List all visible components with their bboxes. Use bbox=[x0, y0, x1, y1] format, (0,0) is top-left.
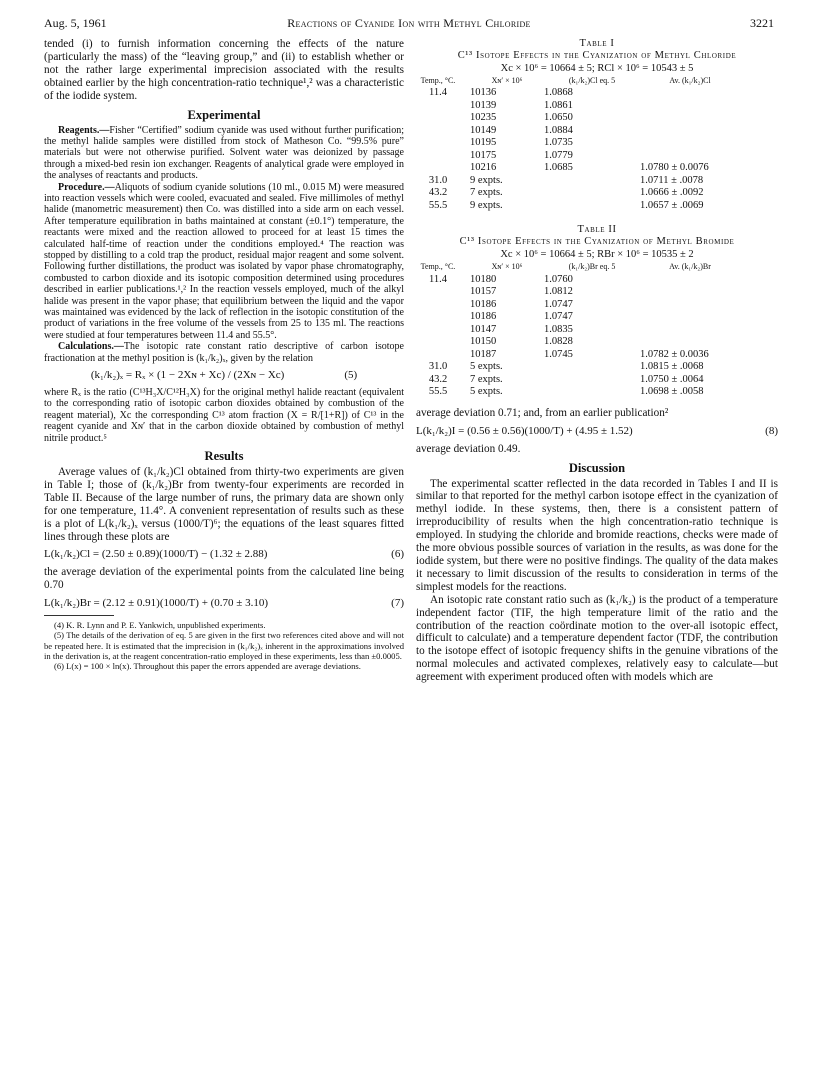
table-cell bbox=[416, 311, 460, 324]
reagents-paragraph bbox=[44, 125, 404, 182]
table-cell: 10139 bbox=[470, 99, 497, 111]
right-column bbox=[416, 38, 778, 684]
equation-7 bbox=[44, 597, 404, 610]
table-cell bbox=[416, 137, 460, 150]
table-cell bbox=[544, 374, 640, 387]
table-row bbox=[416, 336, 740, 349]
table-cell bbox=[416, 336, 460, 349]
table-2-constants: Xc × 10⁶ = 10664 ± 5; RBr × 10⁶ = 10535 ± 2 bbox=[500, 249, 694, 261]
table-cell: 1.0868 bbox=[544, 87, 573, 99]
table-row bbox=[416, 87, 740, 100]
table-header-row bbox=[416, 77, 740, 88]
table-cell: 1.0861 bbox=[544, 99, 573, 111]
table-cell bbox=[640, 324, 740, 337]
table-cell bbox=[544, 187, 640, 200]
avg-deviation-3-paragraph: average deviation 0.49. bbox=[416, 442, 521, 455]
table-cell: 10150 bbox=[470, 336, 497, 348]
procedure-lead: Procedure.— bbox=[58, 181, 115, 193]
where-paragraph: where Rₓ is the ratio (C¹³H₃X/C¹²H₃X) for the original methyl halide reactant (equivalent to the corresponding ratio of isotopic carbon dioxides obtained by combustion of the reagent material), Xc the corresponding C¹³ atom fraction (X = R/[1+R]) of C¹³ in the reagent cyanide and Xɴ′ that in the carbon dioxide obtained by combustion of methyl nitrile product.⁵ bbox=[44, 386, 404, 444]
table-cell: 10147 bbox=[470, 323, 497, 335]
table-cell: 10216 bbox=[470, 162, 497, 174]
table-row bbox=[416, 324, 740, 337]
table-row bbox=[416, 200, 740, 213]
equation-6-number: (6) bbox=[391, 548, 404, 561]
equation-7-number: (7) bbox=[391, 597, 404, 610]
table-cell: 11.4 bbox=[429, 87, 447, 99]
table-cell: 1.0884 bbox=[544, 124, 573, 136]
equation-8 bbox=[416, 425, 778, 438]
table-cell: 10157 bbox=[470, 286, 497, 298]
table-header-row bbox=[416, 263, 740, 274]
table-cell: 43.2 bbox=[428, 373, 448, 385]
table-cell: 1.0779 bbox=[544, 149, 573, 161]
table-cell bbox=[544, 200, 640, 213]
table-cell: 10235 bbox=[470, 112, 497, 124]
table-cell: 10180 bbox=[470, 273, 497, 285]
calculations-text: The isotopic rate constant ratio descriptive of carbon isotope fractionation at the methyl position is (k₁/k₂)ₓ, given by the relation bbox=[44, 341, 404, 364]
table-cell: 1.0815 ± .0068 bbox=[640, 361, 704, 373]
table-cell: 10136 bbox=[470, 87, 497, 99]
table-cell: 10186 bbox=[470, 311, 497, 323]
table-cell bbox=[640, 137, 740, 150]
table-cell: 1.0750 ± .0064 bbox=[640, 373, 704, 385]
page-number: 3221 bbox=[750, 16, 774, 30]
table-cell: 1.0747 bbox=[544, 298, 573, 310]
results-paragraph: Average values of (k₁/k₂)Cl obtained from thirty-two experiments are given in Table I; those of (k₁/k₂)Br from twenty-four experiments are recorded in Table II. Because of the large number of runs, the primary data are shown only for one temperature, 11.4°. A convenient representation of results such as these is a plot of L(k₁/k₂)ₓ versus (1000/T)⁶; the equations of the least squares fitted lines through these plots are bbox=[44, 466, 404, 543]
table-cell: 10186 bbox=[470, 298, 497, 310]
table-cell: 9 expts. bbox=[470, 199, 503, 211]
procedure-text: Aliquots of sodium cyanide solutions (10 ml., 0.015 M) were measured into reaction vessels which were cooled, evacuated and sealed. Five millimoles of methyl halide (manometric measurement) then Co. was distilled into a side arm on each vessel. After temperature equilibration in baths maintained at constant (±0.1°) temperature, the reactants were mixed and the reaction allowed to proceed for at least 15 times the calculated half-time of reaction under the conditions employed.⁴ The reaction was stopped by distilling to a cold trap the product, residual major reagent and some solvent. Following further distillations, the product was isolated by vapor phase chromatography, combusted to carbon dioxide and its isotopic composition determined using procedures described in earlier publications.¹,² In the reaction vessels employed, much of the alkyl halide was present in the vapor phase; that equilibrium between the liquid and the vapor was maintained was evidenced by the lack of reflection in the isotopic constitution of the product of variations in the free volume of the vessels from 25 to 135 ml. The reactions were studied at four temperatures between 11.4 and 55.5°. bbox=[44, 181, 404, 341]
table-cell: 10187 bbox=[470, 348, 497, 360]
table-cell bbox=[640, 336, 740, 349]
avg-deviation-2-paragraph: average deviation 0.71; and, from an earlier publication² bbox=[416, 406, 669, 419]
table-header-cell: Xɴ′ × 10⁶ bbox=[491, 262, 523, 272]
footnote-5: (5) The details of the derivation of eq. 5 are given in the first two references cited above and will not be repeated here. It is estimated that the imprecision in (k₁/k₂)ₓ inherent in the approximations involved in the derivation is, at the reagent concentration-ratio employed in these experiments, less than ±0.0005. bbox=[44, 630, 404, 661]
table-cell bbox=[544, 361, 640, 374]
table-row bbox=[416, 150, 740, 163]
table-cell: 5 expts. bbox=[470, 361, 503, 373]
table-cell bbox=[416, 286, 460, 299]
table-header-cell: Av. (k₁/k₂)Br bbox=[669, 262, 711, 272]
table-row bbox=[416, 374, 740, 387]
table-header-cell: Xɴ′ × 10⁶ bbox=[491, 75, 523, 85]
table-row bbox=[416, 386, 740, 399]
reagents-text: Fisher “Certified” sodium cyanide was used without further purification; the methyl halide samples were distilled from stock of Matheson Co. “99.5% pure” materials but were not otherwise purified. Solvent water was deionized by passage through a mixed-bed resin ion exchanger. Reagents of analytical grade were employed in the analyses of reactants and products. bbox=[44, 124, 404, 182]
table-cell bbox=[640, 87, 740, 100]
table-cell bbox=[416, 112, 460, 125]
table-cell: 1.0760 bbox=[544, 273, 573, 285]
table-cell: 1.0812 bbox=[544, 286, 573, 298]
reagents-lead: Reagents.— bbox=[58, 124, 110, 136]
procedure-paragraph bbox=[44, 182, 404, 342]
equation-5-body: (k₁/k₂)ₓ = Rₓ × (1 − 2Xɴ + Xc) / (2Xɴ − Xc) bbox=[90, 369, 285, 382]
table-row bbox=[416, 286, 740, 299]
table-cell: 11.4 bbox=[429, 273, 447, 285]
table-cell bbox=[416, 125, 460, 138]
table-cell: 9 expts. bbox=[470, 174, 503, 186]
table-row bbox=[416, 349, 740, 362]
table-header-cell: Temp., °C. bbox=[420, 75, 456, 85]
table-1-constants: Xc × 10⁶ = 10664 ± 5; RCl × 10⁶ = 10543 ± 5 bbox=[500, 63, 694, 74]
table-2-grid bbox=[416, 263, 740, 399]
equation-8-body: L(k₁/k₂)I = (0.56 ± 0.56)(1000/T) + (4.95 ± 1.52) bbox=[416, 424, 633, 437]
table-cell bbox=[640, 100, 740, 113]
page-header bbox=[44, 16, 774, 32]
table-cell bbox=[416, 324, 460, 337]
table-row bbox=[416, 100, 740, 113]
table-cell bbox=[416, 299, 460, 312]
table-cell: 1.0745 bbox=[544, 348, 573, 360]
table-cell bbox=[640, 311, 740, 324]
heading-results: Results bbox=[204, 449, 244, 463]
table-row bbox=[416, 162, 740, 175]
table-row bbox=[416, 137, 740, 150]
table-1 bbox=[416, 38, 778, 212]
table-cell bbox=[640, 274, 740, 287]
table-cell: 7 expts. bbox=[470, 187, 503, 199]
table-header-cell: (k₁/k₂)Cl eq. 5 bbox=[568, 75, 616, 85]
table-cell: 1.0711 ± .0078 bbox=[640, 174, 704, 186]
table-cell: 1.0666 ± .0092 bbox=[640, 187, 704, 199]
equation-5-number: (5) bbox=[344, 369, 358, 382]
table-row bbox=[416, 274, 740, 287]
table-row bbox=[416, 361, 740, 374]
calculations-lead: Calculations.— bbox=[58, 341, 124, 353]
table-header-cell: Temp., °C. bbox=[420, 262, 456, 272]
table-cell: 1.0657 ± .0069 bbox=[640, 199, 704, 211]
table-cell bbox=[416, 349, 460, 362]
table-cell bbox=[640, 286, 740, 299]
equation-8-number: (8) bbox=[765, 424, 778, 437]
table-cell: 55.5 bbox=[428, 199, 448, 211]
equation-6-body: L(k₁/k₂)Cl = (2.50 ± 0.89)(1000/T) − (1.32 ± 2.88) bbox=[44, 548, 268, 561]
table-2-caption: C¹³ Isotope Effects in the Cyanization of Methyl Bromide bbox=[459, 236, 735, 248]
table-row bbox=[416, 175, 740, 188]
equation-6 bbox=[44, 548, 404, 561]
footnote-4: (4) K. R. Lynn and P. E. Yankwich, unpublished experiments. bbox=[54, 620, 266, 631]
header-date: Aug. 5, 1961 bbox=[44, 16, 107, 30]
footnote-6: (6) L(x) = 100 × ln(x). Throughout this paper the errors appended are average deviations. bbox=[54, 661, 361, 672]
table-cell: 10195 bbox=[470, 137, 497, 149]
running-title: Reactions of Cyanide Ion with Methyl Chloride bbox=[287, 16, 531, 30]
table-cell: 31.0 bbox=[428, 174, 448, 186]
table-cell: 1.0780 ± 0.0076 bbox=[640, 162, 709, 174]
table-row bbox=[416, 187, 740, 200]
equation-7-body: L(k₁/k₂)Br = (2.12 ± 0.91)(1000/T) + (0.70 ± 3.10) bbox=[44, 597, 269, 610]
table-cell bbox=[640, 150, 740, 163]
equation-5 bbox=[44, 369, 404, 382]
table-header-cell: Av. (k₁/k₂)Cl bbox=[669, 75, 711, 85]
table-cell: 1.0735 bbox=[544, 137, 573, 149]
table-row bbox=[416, 311, 740, 324]
table-cell: 43.2 bbox=[428, 187, 448, 199]
discussion-paragraph-1: The experimental scatter reflected in the data recorded in Tables I and II is similar to that reported for the methyl carbon isotope effect in the cyanization of methyl iodide. In these systems, then, there is a consistent pattern of irreproducibility of results when the high concentration-ratio technique is employed. In studying the chloride and bromide reactions, checks were made of the more obvious possible sources of variation in the results, as was done for the iodide system, but there were no positive findings. The quality of the data makes it necessary to limit discussion of the results to consideration in terms of the simplest models for the reactions. bbox=[416, 477, 778, 593]
table-1-label: Table I bbox=[579, 38, 615, 49]
table-row bbox=[416, 299, 740, 312]
table-cell: 1.0698 ± .0058 bbox=[640, 386, 704, 398]
table-cell: 1.0747 bbox=[544, 311, 573, 323]
table-cell bbox=[544, 175, 640, 188]
calculations-paragraph bbox=[44, 341, 404, 364]
heading-experimental: Experimental bbox=[187, 107, 261, 122]
table-cell: 7 expts. bbox=[470, 373, 503, 385]
discussion-paragraph-2: An isotopic rate constant ratio such as (k₁/k₂) is the product of a temperature independent factor (TIF, the high temperature limit of the ratio and the contribution of the reaction coördinate motion to the over-all isotopic effect, difficult to calculate) and a temperature dependent factor (TDF, the contribution to the isotope effect of isotopic frequency shifts in the genuine vibrations of the normal molecules and activated complexes, relatively easy to calculate—but agreement with experiment produced often with models which are bbox=[416, 593, 778, 684]
left-column bbox=[44, 38, 404, 672]
table-cell: 31.0 bbox=[428, 361, 448, 373]
table-cell: 1.0835 bbox=[544, 323, 573, 335]
table-cell: 1.0782 ± 0.0036 bbox=[640, 348, 709, 360]
footnote-rule bbox=[44, 615, 114, 616]
table-cell bbox=[416, 100, 460, 113]
table-cell bbox=[544, 386, 640, 399]
table-cell: 1.0650 bbox=[544, 112, 573, 124]
heading-discussion: Discussion bbox=[568, 460, 626, 475]
table-row bbox=[416, 112, 740, 125]
table-cell: 10149 bbox=[470, 124, 497, 136]
intro-paragraph: tended (i) to furnish information concerning the effects of the nature (particularly the mass) of the “leaving group,” and (ii) to establish whether or not the rather large experimental imprecision associated with the results obtained earlier by the high concentration-ratio technique¹,² was a characteristic of the iodide system. bbox=[44, 38, 404, 102]
table-cell bbox=[416, 150, 460, 163]
table-cell bbox=[640, 125, 740, 138]
table-cell: 10175 bbox=[470, 149, 497, 161]
table-cell bbox=[416, 162, 460, 175]
table-cell: 5 expts. bbox=[470, 386, 503, 398]
table-2 bbox=[416, 224, 778, 398]
table-1-grid bbox=[416, 77, 740, 213]
avg-deviation-paragraph: the average deviation of the experimental points from the calculated line being 0.70 bbox=[44, 566, 404, 592]
table-cell bbox=[640, 112, 740, 125]
table-cell bbox=[640, 299, 740, 312]
table-row bbox=[416, 125, 740, 138]
table-1-caption: C¹³ Isotope Effects in the Cyanization of Methyl Chloride bbox=[457, 50, 737, 61]
table-header-cell: (k₁/k₂)Br eq. 5 bbox=[568, 262, 616, 272]
table-cell: 1.0685 bbox=[544, 162, 573, 174]
table-2-label: Table II bbox=[577, 224, 617, 236]
table-cell: 1.0828 bbox=[544, 336, 573, 348]
table-cell: 55.5 bbox=[428, 386, 448, 398]
